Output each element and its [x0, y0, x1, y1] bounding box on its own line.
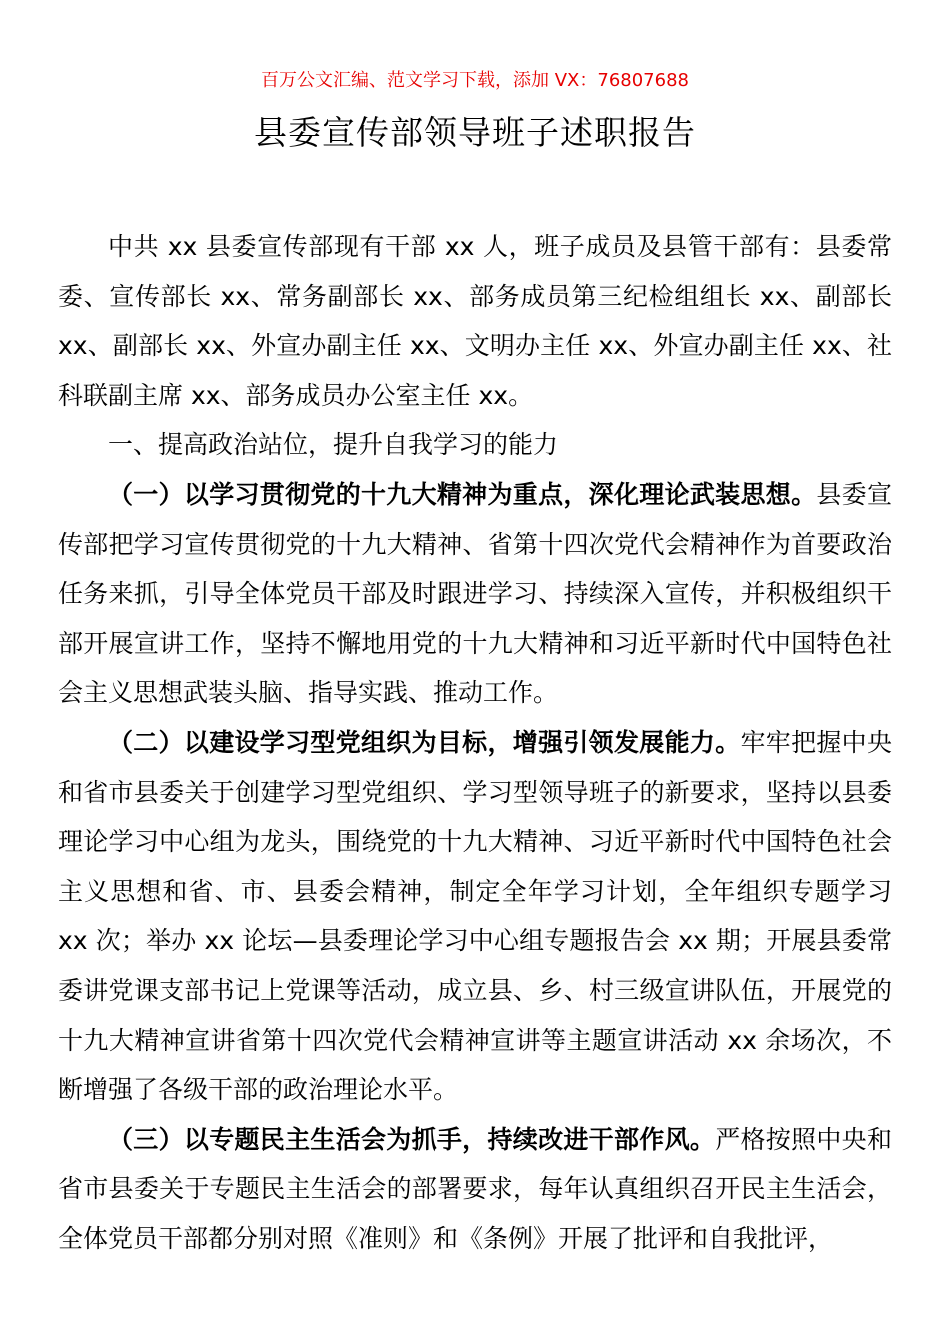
document-body [58, 222, 892, 1263]
item-text-3: 严格按照中央和省市县委关于专题民主生活会的部署要求，每年认真组织召开民主生活会，全体党员干部都分别对照《准则》和《条例》开展了批评和自我批评， [58, 1124, 892, 1253]
item-paragraph-1 [58, 470, 892, 718]
item-heading-3: （三）以专题民主生活会为抓手，持续改进干部作风。 [108, 1124, 716, 1154]
item-paragraph-2 [58, 718, 892, 1115]
item-paragraph-3 [58, 1115, 892, 1264]
intro-paragraph: 中共 xx 县委宣传部现有干部 xx 人，班子成员及县管干部有：县委常委、宣传部长 xx、常务副部长 xx、部务成员第三纪检组组长 xx、副部长 xx、副部长 xx、外宣办副主任 xx、文明办主任 xx、外宣办副主任 xx、社科联副主席 xx、部务成员办公室主任 xx。 [58, 232, 892, 410]
item-heading-1: （一）以学习贯彻党的十九大精神为重点，深化理论武装思想。 [108, 479, 817, 509]
item-text-2: 牢牢把握中央和省市县委关于创建学习型党组织、学习型领导班子的新要求，坚持以县委理论学习中心组为龙头，围绕党的十九大精神、习近平新时代中国特色社会主义思想和省、市、县委会精神，制定全年学习计划，全年组织专题学习 xx 次；举办 xx 论坛—县委理论学习中心组专题报告会 xx 期；开展县委常委讲党课支部书记上党课等活动，成立县、乡、村三级宣讲队伍，开展党的十九大精神宣讲省第十四次党代会精神宣讲等主题宣讲活动 xx 余场次，不断增强了各级干部的政治理论水平。 [58, 727, 892, 1105]
promo-banner: 百万公文汇编、范文学习下载，添加 VX：76807688 [261, 70, 689, 91]
document-title: 县委宣传部领导班子述职报告 [254, 113, 696, 152]
item-heading-2: （二）以建设学习型党组织为目标，增强引领发展能力。 [108, 727, 741, 757]
item-text-1: 县委宣传部把学习宣传贯彻党的十九大精神、省第十四次党代会精神作为首要政治任务来抓，引导全体党员干部及时跟进学习、持续深入宣传，并积极组织干部开展宣讲工作，坚持不懈地用党的十九大精神和习近平新时代中国特色社会主义思想武装头脑、指导实践、推动工作。 [58, 479, 892, 708]
section-heading: 一、提高政治站位，提升自我学习的能力 [108, 430, 559, 460]
